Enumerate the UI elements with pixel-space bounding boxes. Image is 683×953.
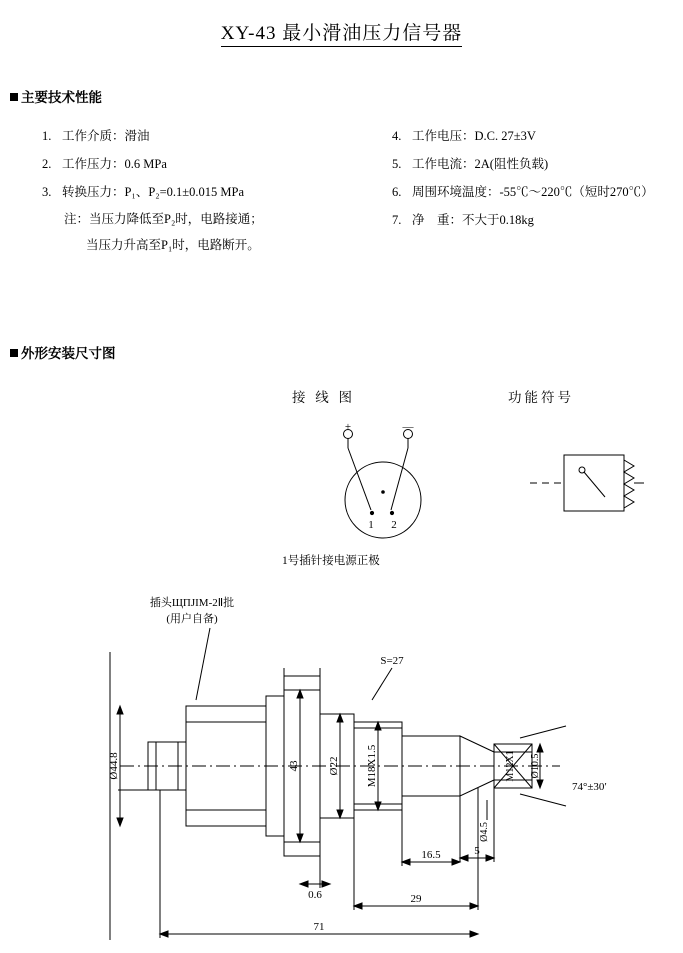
spec-label: 净 重： xyxy=(412,213,463,227)
spec-number: 7. xyxy=(392,213,402,227)
label-0-6: 0.6 xyxy=(308,889,322,901)
label-16-5: 16.5 xyxy=(421,849,441,861)
spec-value: -55℃～220℃（短时270℃） xyxy=(499,185,654,199)
label-d10-5: Ø10.5 xyxy=(530,753,541,779)
thread-m18 xyxy=(354,722,402,810)
page-title xyxy=(0,18,683,45)
cone-section xyxy=(460,736,494,796)
terminal-plus-label: + xyxy=(344,421,352,433)
spec-list-right xyxy=(392,122,682,234)
connector-body-circle xyxy=(345,462,421,538)
bullet-square-icon xyxy=(10,93,18,101)
leader-s27 xyxy=(372,668,392,700)
spec-number: 2. xyxy=(42,157,52,171)
switch-lever xyxy=(584,472,605,497)
list-item xyxy=(392,178,682,206)
angle-line-bottom xyxy=(520,794,566,806)
spec-label: 工作电流： xyxy=(412,157,475,171)
section-heading-dimensions xyxy=(10,342,116,362)
spec-value: 2A(阻性负载) xyxy=(474,157,549,171)
wiring-diagram-heading: 接 线 图 xyxy=(292,390,356,405)
spec-label: 转换压力： xyxy=(62,185,125,199)
terminal-plus-circle xyxy=(344,430,353,439)
pin-2-label: 2 xyxy=(391,519,397,531)
angle-line-top xyxy=(520,726,566,738)
page-title-text: XY-43 最小滑油压力信号器 xyxy=(221,23,462,47)
list-item xyxy=(42,150,352,178)
pin-center-dot xyxy=(382,491,385,494)
pin-1-label: 1 xyxy=(368,519,374,531)
label-d44-8: Ø44.8 xyxy=(108,752,120,780)
body-mid xyxy=(320,714,354,818)
terminal-minus-circle xyxy=(404,430,413,439)
body-small xyxy=(402,736,460,796)
label-d22: Ø22 xyxy=(328,756,340,776)
spec-label: 工作电压： xyxy=(412,129,475,143)
callout-plug-sublabel: (用户自备) xyxy=(166,613,218,625)
switch-pivot xyxy=(579,467,585,473)
label-5: 5 xyxy=(474,845,480,857)
spec-value: 0.6 MPa xyxy=(124,157,167,171)
callout-leader-plug xyxy=(196,628,210,700)
spring-symbol xyxy=(624,460,634,508)
spec-note: 注：当压力降低至P₂时，电路接通； xyxy=(64,212,263,226)
housing-shoulder xyxy=(266,696,284,836)
function-symbol-heading: 功能符号 xyxy=(508,390,574,405)
wiring-diagram-caption: 1号插针接电源正极 xyxy=(282,555,380,567)
spec-note: 当压力升高至P₁时，电路断开。 xyxy=(86,238,260,252)
label-43: 43 xyxy=(288,760,300,772)
label-s27: S=27 xyxy=(380,655,404,667)
spec-label: 工作压力： xyxy=(62,157,125,171)
label-m12: M12X1 xyxy=(505,750,516,782)
spec-number: 5. xyxy=(392,157,402,171)
hex-flange xyxy=(284,676,320,856)
spec-value: 不大于0.18kg xyxy=(462,213,534,227)
tip-m12 xyxy=(494,744,532,788)
section-heading-tech xyxy=(10,86,102,106)
spec-number: 1. xyxy=(42,129,52,143)
pin-2-dot xyxy=(390,511,393,514)
label-angle: 74°±30′ xyxy=(572,781,607,793)
spec-label: 周围环境温度： xyxy=(412,185,500,199)
label-29: 29 xyxy=(410,893,422,905)
terminal-minus-label: — xyxy=(402,421,414,433)
spec-value: D.C. 27±3V xyxy=(474,129,536,143)
label-d4-5: Ø4.5 xyxy=(479,822,490,842)
section-heading-tech-label: 主要技术性能 xyxy=(21,90,102,105)
housing-main xyxy=(186,706,266,826)
spec-value: P₁、P₂=0.1±0.015 MPa xyxy=(124,185,245,199)
bullet-square-icon xyxy=(10,349,18,357)
function-symbol-box xyxy=(564,455,624,511)
list-item xyxy=(42,178,352,206)
spec-number: 3. xyxy=(42,185,52,199)
list-item xyxy=(392,150,682,178)
spec-number: 6. xyxy=(392,185,402,199)
label-m18: M18X1.5 xyxy=(366,744,378,788)
spec-list-left xyxy=(42,122,352,258)
label-71: 71 xyxy=(313,921,325,933)
plug-body-outer xyxy=(148,742,186,790)
spec-label: 工作介质： xyxy=(62,129,125,143)
list-item xyxy=(392,122,682,150)
section-heading-dimensions-label: 外形安装尺寸图 xyxy=(21,346,116,361)
list-item xyxy=(392,206,682,234)
callout-plug-label: 插头ЩПJIM-2Ⅱ批 xyxy=(149,597,235,609)
spec-value: 滑油 xyxy=(124,129,150,143)
spec-number: 4. xyxy=(392,129,402,143)
list-item xyxy=(42,122,352,150)
pin-1-dot xyxy=(370,511,373,514)
